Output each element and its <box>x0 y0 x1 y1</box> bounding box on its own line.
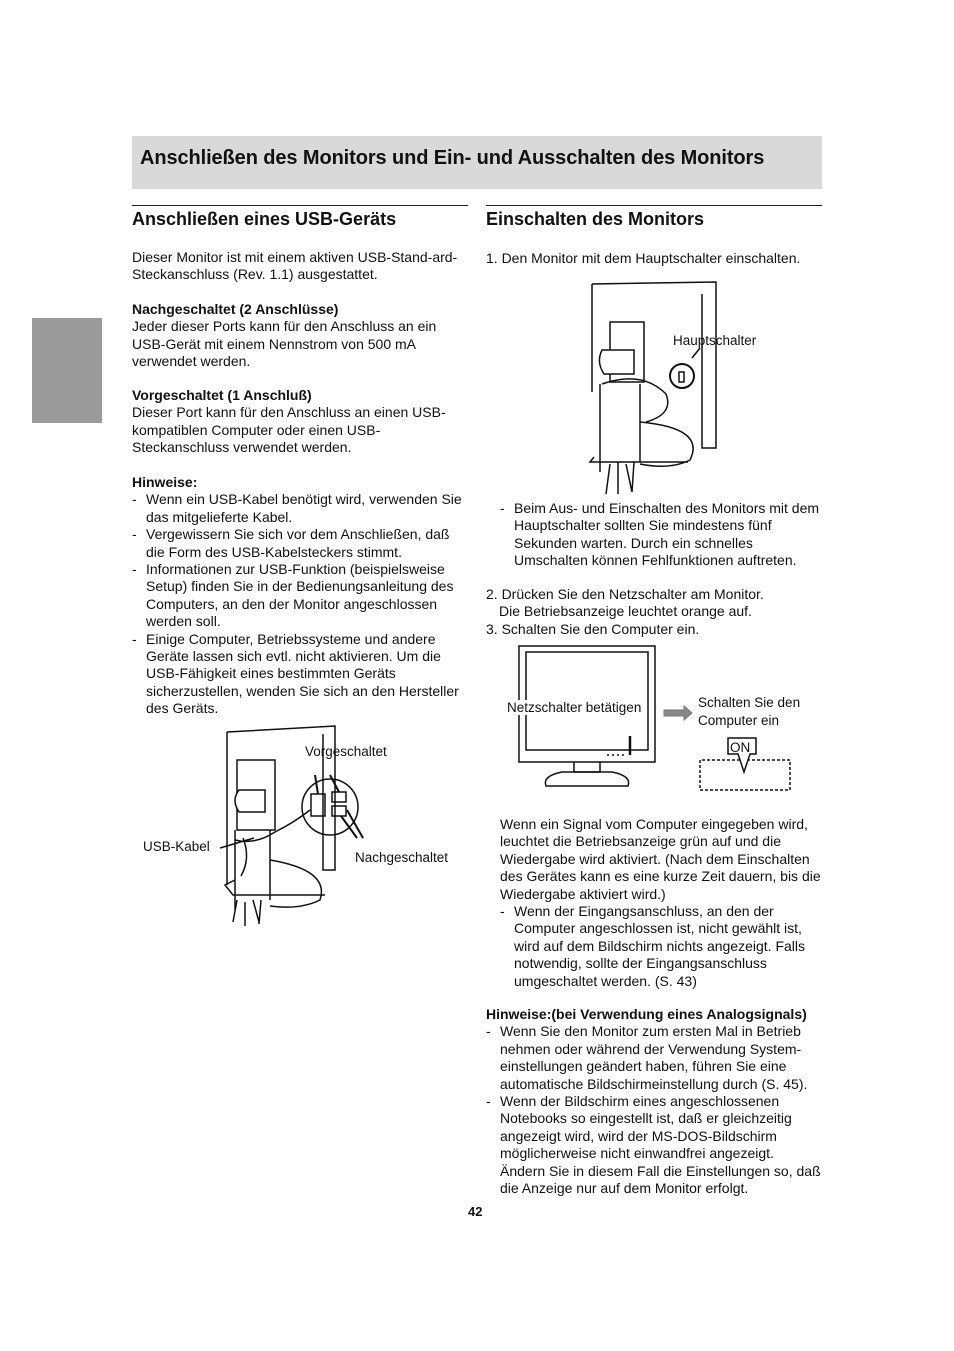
title-banner <box>132 136 822 189</box>
step-1-note <box>500 500 822 570</box>
list-item: - Vergewissern Sie sich vor dem Anschließen, daß die Form des USB-Kabelsteckers stimmt. <box>132 526 468 561</box>
analog-notes <box>486 1006 822 1197</box>
list-item: - Wenn ein USB-Kabel benötigt wird, verwenden Sie das mitgelieferte Kabel. <box>132 491 468 526</box>
list-item: - Wenn der Bildschirm eines angeschlossenen Notebooks so eingestellt ist, daß er gleichzeitig angezeigt wird, wird der MS-DOS-Bildschirm möglicherweise nicht einwandfrei angezeigt. Ändern Sie in diesem Fall die Einstellungen so, daß die Anzeige nur auf dem Monitor erfolgt. <box>486 1093 822 1197</box>
right-heading-rule <box>486 205 822 206</box>
on-label: ON <box>730 740 751 755</box>
downstream-section <box>132 301 468 371</box>
main-switch-illustration <box>580 272 722 500</box>
downstream-text: Jeder dieser Ports kann für den Anschluss an ein USB-Gerät mit einem Nennstrom von 500 mA verwendet werden. <box>132 318 437 370</box>
list-item: - Informationen zur USB-Funktion (beispielsweise Setup) finden Sie in der Bedienungsanleitung des Computers, an den der Monitor angeschlossen werden soll. <box>132 561 468 631</box>
usb-cable-label: USB-Kabel <box>143 839 210 854</box>
list-item: - Wenn Sie den Monitor zum ersten Mal in Betrieb nehmen oder während der Verwendung System-einstellungen geändert haben, führen Sie eine automatische Bildschirmeinstellung durch (S. 45). <box>486 1023 822 1093</box>
upstream-text: Dieser Port kann für den Anschluss an einen USB-kompatiblen Computer oder einen USB-Steckanschluss verwendet werden. <box>132 404 446 456</box>
page-number: 42 <box>468 1204 483 1219</box>
computer-label-line-2: Computer ein <box>698 713 780 728</box>
analog-notes-title: Hinweise:(bei Verwendung eines Analogsignals) <box>486 1006 807 1022</box>
usb-cable-leader <box>218 834 258 854</box>
computer-label-line-1: Schalten Sie den <box>698 695 801 710</box>
step-2-line-2: Die Betriebsanzeige leuchtet orange auf. <box>499 603 752 620</box>
step-2-line-1: 2. Drücken Sie den Netzschalter am Monitor. <box>486 586 764 602</box>
intro-text: Dieser Monitor ist mit einem aktiven USB-Stand-ard-Steckanschluss (Rev. 1.1) ausgestattet. <box>132 249 458 283</box>
left-heading: Anschließen eines USB-Geräts <box>132 209 397 229</box>
page-title: Anschließen des Monitors und Ein- und Ausschalten des Monitors <box>140 147 765 169</box>
notes-list <box>132 491 468 717</box>
section-side-tab <box>32 318 102 423</box>
list-item: - Wenn der Eingangsanschluss, an den der Computer angeschlossen ist, nicht gewählt ist, wird auf dem Bildschirm nichts angezeigt. Falls notwendig, sollte der Eingangsanschluss umgeschaltet werden. (S. 43) <box>500 903 822 990</box>
list-item: - Beim Aus- und Einschalten des Monitors mit dem Hauptschalter sollten Sie mindestens fünf Sekunden warten. Durch ein schnelles Umschalten können Fehlfunktionen auftreten. <box>500 500 822 570</box>
upstream-label: Vorgeschaltet <box>305 744 387 759</box>
upstream-section <box>132 387 468 457</box>
upstream-title: Vorgeschaltet (1 Anschluß) <box>132 387 312 403</box>
list-item: - Einige Computer, Betriebssysteme und andere Geräte lassen sich evtl. nicht aktivieren. Um die USB-Fähigkeit eines bestimmten Geräts sicherzustellen, wenden Sie sich an den Hersteller des Geräts. <box>132 631 468 718</box>
notes-title: Hinweise: <box>132 474 198 490</box>
left-heading-rule <box>132 205 468 206</box>
signal-text: Wenn ein Signal vom Computer eingegeben wird, leuchtet die Betriebsanzeige grün auf und die Wiedergabe wird aktiviert. (Nach dem Einschalten des Gerätes kann es eine kurze Zeit dauern, bis die Wiedergabe aktiviert wird.) <box>500 816 821 902</box>
step-1: 1. Den Monitor mit dem Hauptschalter einschalten. <box>486 250 801 266</box>
signal-section <box>500 816 822 990</box>
steps-2-3 <box>486 586 822 638</box>
power-switch-label: Netzschalter betätigen <box>507 700 642 715</box>
downstream-title: Nachgeschaltet (2 Anschlüsse) <box>132 301 339 317</box>
left-intro <box>132 249 468 284</box>
step-3: 3. Schalten Sie den Computer ein. <box>486 620 700 637</box>
downstream-label: Nachgeschaltet <box>355 850 449 865</box>
right-heading: Einschalten des Monitors <box>486 209 705 229</box>
main-switch-label: Hauptschalter <box>673 333 757 348</box>
usb-notes <box>132 474 468 718</box>
